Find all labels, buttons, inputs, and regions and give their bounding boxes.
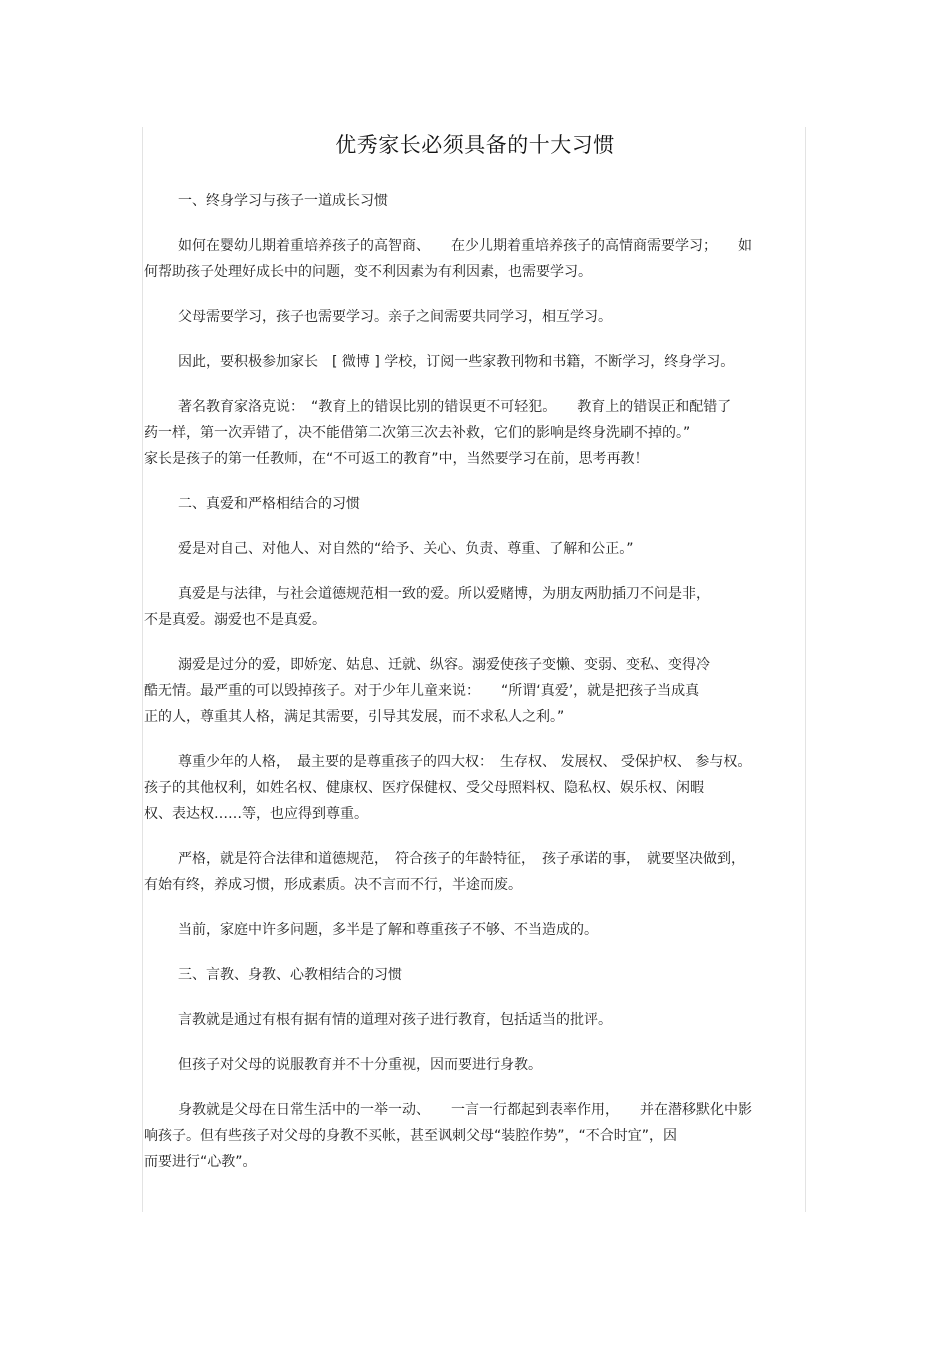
paragraph <box>144 1052 806 1078</box>
text-line: 如何在婴幼儿期着重培养孩子的高智商、 在少儿期着重培养孩子的高情商需要学习； 如 <box>178 238 752 254</box>
paragraph-spacer <box>144 330 806 349</box>
paragraph <box>144 749 806 827</box>
text-line: 身教就是父母在日常生活中的一举一动、 一言一行都起到表率作用， 并在潜移默化中影 <box>178 1102 752 1118</box>
text-line: 不是真爱。溺爱也不是真爱。 <box>144 612 326 628</box>
text-line: 因此，要积极参加家长 [ 微博 ] 学校，订阅一些家教刊物和书籍，不断学习，终身学习。 <box>178 354 735 370</box>
paragraph-spacer <box>144 285 806 304</box>
paragraph <box>144 1007 806 1033</box>
text-line: 酷无情。最严重的可以毁掉孩子。对于少年儿童来说： “所谓‘真爱’，就是把孩子当成真 <box>144 683 700 699</box>
paragraph-spacer <box>144 517 806 536</box>
paragraph-spacer <box>144 827 806 846</box>
text-line: 著名教育家洛克说： “教育上的错误比别的错误更不可轻犯。 教育上的错误正和配错了 <box>178 399 732 415</box>
paragraph <box>144 917 806 943</box>
document-title: 优秀家长必须具备的十大习惯 <box>335 133 615 157</box>
text-line: 响孩子。但有些孩子对父母的身教不买帐，甚至讽刺父母“装腔作势”，“不合时宜”，因 <box>144 1128 678 1144</box>
text-line: 父母需要学习，孩子也需要学习。亲子之间需要共同学习，相互学习。 <box>178 309 612 325</box>
paragraph <box>144 1097 806 1175</box>
text-line: 但孩子对父母的说服教育并不十分重视，因而要进行身教。 <box>178 1057 542 1073</box>
paragraph-spacer <box>144 730 806 749</box>
text-line: 家长是孩子的第一任教师，在“不可返工的教育”中，当然要学习在前，思考再教！ <box>144 451 649 467</box>
section-heading <box>144 491 806 517</box>
title-spacer <box>144 162 806 188</box>
text-line: 言教就是通过有根有据有情的道理对孩子进行教育，包括适当的批评。 <box>178 1012 612 1028</box>
text-line: 药一样，第一次弄错了，决不能借第二次第三次去补救，它们的影响是终身洗刷不掉的。” <box>144 425 691 441</box>
paragraph-spacer <box>144 472 806 491</box>
document-paragraphs <box>144 188 806 1175</box>
text-line: 孩子的其他权利，如姓名权、健康权、医疗保健权、受父母照料权、隐私权、娱乐权、闲暇 <box>144 780 704 796</box>
paragraph-spacer <box>144 375 806 394</box>
paragraph-spacer <box>144 633 806 652</box>
paragraph-spacer <box>144 214 806 233</box>
text-line: 当前，家庭中许多问题，多半是了解和尊重孩子不够、不当造成的。 <box>178 922 598 938</box>
paragraph <box>144 349 806 375</box>
paragraph <box>144 304 806 330</box>
paragraph-spacer <box>144 898 806 917</box>
text-line: 何帮助孩子处理好成长中的问题，变不利因素为有利因素，也需要学习。 <box>144 264 592 280</box>
paragraph <box>144 536 806 562</box>
text-line: 而要进行“心教”。 <box>144 1154 257 1170</box>
paragraph-spacer <box>144 988 806 1007</box>
section-heading <box>144 188 806 214</box>
text-line: 爱是对自己、对他人、对自然的“给予、关心、负责、尊重、了解和公正。” <box>178 541 634 557</box>
paragraph <box>144 394 806 472</box>
text-line: 权、表达权……等，也应得到尊重。 <box>144 806 368 822</box>
paragraph-spacer <box>144 1078 806 1097</box>
paragraph <box>144 846 806 898</box>
text-line: 二、真爱和严格相结合的习惯 <box>178 496 360 512</box>
text-line: 真爱是与法律，与社会道德规范相一致的爱。所以爱赌博，为朋友两肋插刀不问是非， <box>178 586 710 602</box>
paragraph-spacer <box>144 943 806 962</box>
document-body <box>144 128 806 1175</box>
paragraph <box>144 652 806 730</box>
text-line: 三、言教、身教、心教相结合的习惯 <box>178 967 402 983</box>
text-line: 一、终身学习与孩子一道成长习惯 <box>178 193 388 209</box>
paragraph <box>144 233 806 285</box>
paragraph-spacer <box>144 562 806 581</box>
text-line: 有始有终，养成习惯，形成素质。决不言而不行，半途而废。 <box>144 877 522 893</box>
paragraph <box>144 581 806 633</box>
paragraph-spacer <box>144 1033 806 1052</box>
text-line: 溺爱是过分的爱，即娇宠、姑息、迁就、纵容。溺爱使孩子变懒、变弱、变私、变得冷 <box>178 657 710 673</box>
section-heading <box>144 962 806 988</box>
text-line: 严格，就是符合法律和道德规范， 符合孩子的年龄特征， 孩子承诺的事， 就要坚决做到， <box>178 851 745 867</box>
text-line: 正的人，尊重其人格，满足其需要，引导其发展，而不求私人之利。” <box>144 709 565 725</box>
text-line: 尊重少年的人格， 最主要的是尊重孩子的四大权： 生存权、 发展权、 受保护权、 参与权。 <box>178 754 752 770</box>
